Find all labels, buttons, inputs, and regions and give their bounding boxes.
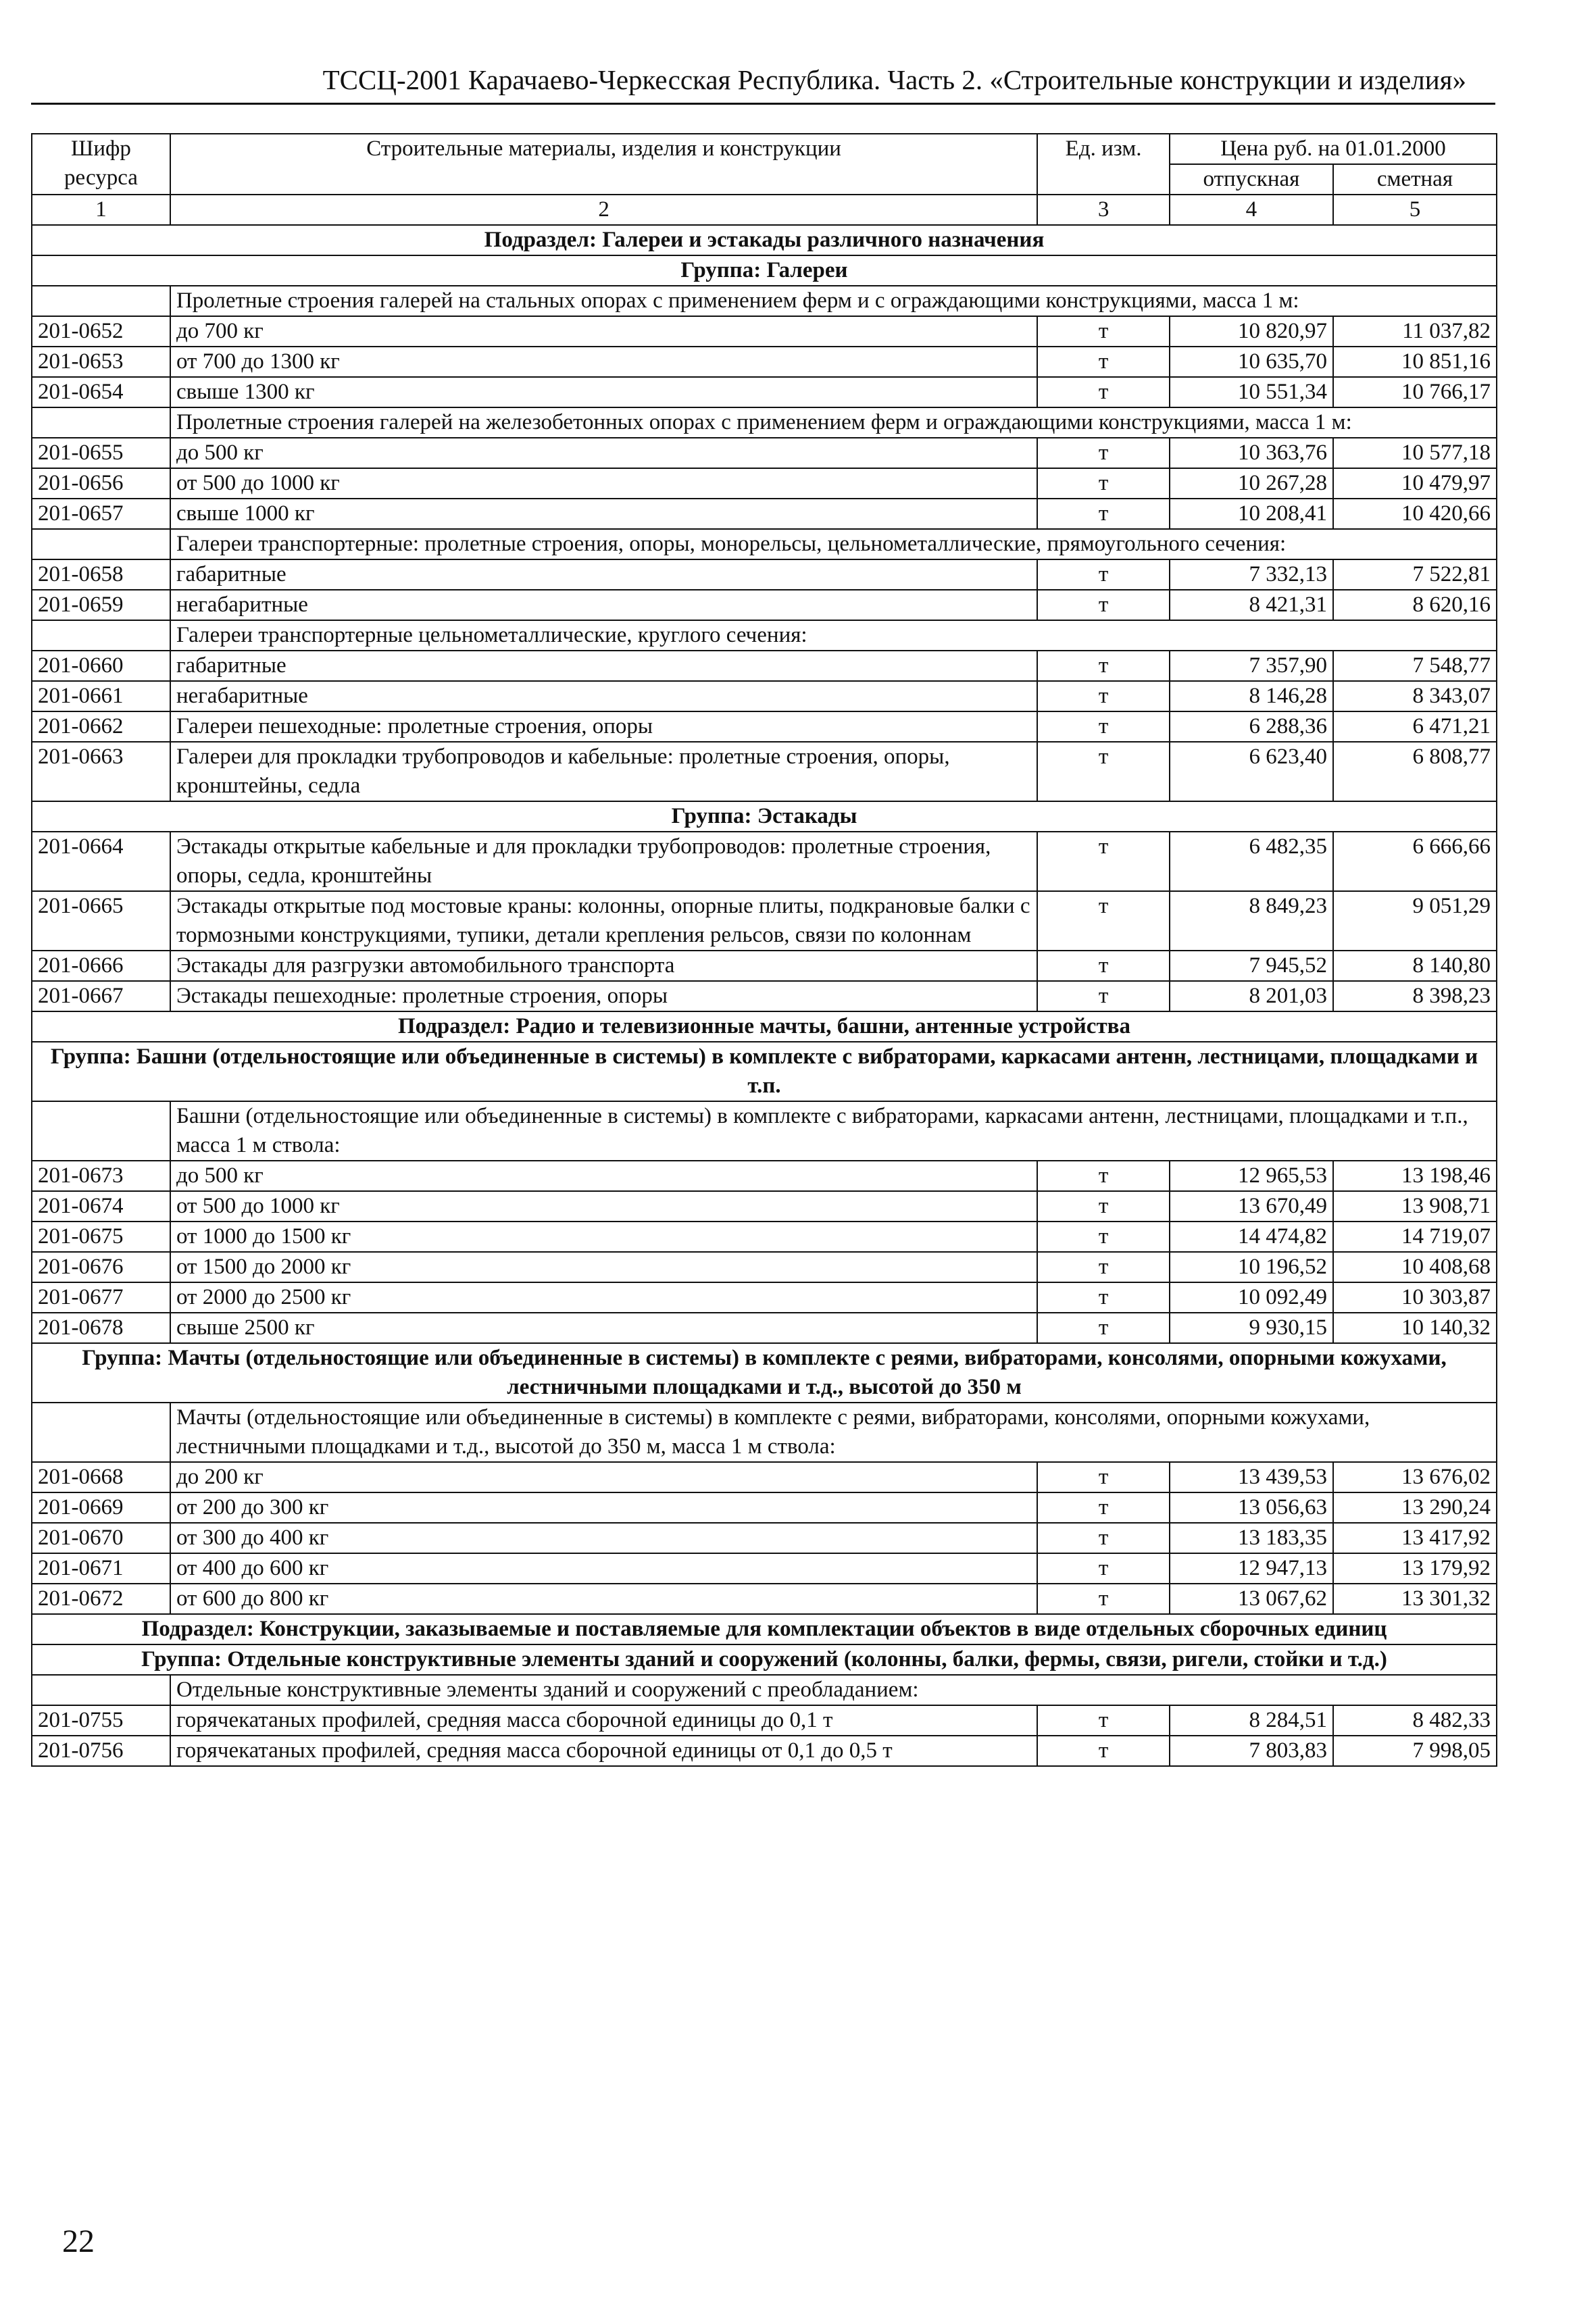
estimate-price: 13 908,71 bbox=[1333, 1191, 1497, 1222]
col-number: 2 bbox=[170, 195, 1037, 225]
estimate-price: 13 198,46 bbox=[1333, 1161, 1497, 1191]
table-row bbox=[32, 316, 1497, 347]
item-name: Эстакады открытые под мостовые краны: колонны, опорные плиты, подкрановые балки с тормозными конструкциями, тупики, детали крепления рельсов, связи по колоннам bbox=[170, 891, 1037, 951]
page-number: 22 bbox=[62, 2223, 95, 2259]
table-row bbox=[32, 1252, 1497, 1282]
group-title: Группа: Башни (отдельностоящие или объединенные в системы) в комплекте с вибраторами, каркасами антенн, лестницами, площадками и т.п. bbox=[32, 1042, 1497, 1101]
release-price: 8 284,51 bbox=[1170, 1705, 1333, 1736]
table-row bbox=[32, 438, 1497, 468]
item-name: от 500 до 1000 кг bbox=[170, 1191, 1037, 1222]
estimate-price: 13 676,02 bbox=[1333, 1462, 1497, 1492]
item-name: Эстакады пешеходные: пролетные строения, опоры bbox=[170, 981, 1037, 1011]
release-price: 10 635,70 bbox=[1170, 347, 1333, 377]
release-price: 9 930,15 bbox=[1170, 1313, 1333, 1343]
resource-code: 201-0666 bbox=[32, 951, 170, 981]
resource-code: 201-0756 bbox=[32, 1736, 170, 1766]
estimate-price: 7 998,05 bbox=[1333, 1736, 1497, 1766]
subsection-title: Подраздел: Галереи и эстакады различного назначения bbox=[32, 225, 1497, 255]
col-number: 1 bbox=[32, 195, 170, 225]
item-name: негабаритные bbox=[170, 681, 1037, 711]
empty-code-cell bbox=[32, 529, 170, 559]
item-name: свыше 1000 кг bbox=[170, 499, 1037, 529]
group-title: Группа: Мачты (отдельностоящие или объединенные в системы) в комплекте с реями, вибраторами, консолями, опорными кожухами, лестничными площадками и т.д., высотой до 350 м bbox=[32, 1343, 1497, 1403]
table-row bbox=[32, 1736, 1497, 1766]
table-row bbox=[32, 891, 1497, 951]
release-price: 8 421,31 bbox=[1170, 590, 1333, 620]
unit-cell: т bbox=[1037, 499, 1170, 529]
estimate-price: 11 037,82 bbox=[1333, 316, 1497, 347]
col-header-name: Строительные материалы, изделия и конструкции bbox=[170, 134, 1037, 195]
item-name: от 1000 до 1500 кг bbox=[170, 1222, 1037, 1252]
description-text: Галереи транспортерные цельнометаллические, круглого сечения: bbox=[170, 620, 1497, 651]
resource-code: 201-0671 bbox=[32, 1553, 170, 1584]
estimate-price: 6 471,21 bbox=[1333, 711, 1497, 742]
resource-code: 201-0677 bbox=[32, 1282, 170, 1313]
release-price: 10 820,97 bbox=[1170, 316, 1333, 347]
estimate-price: 7 522,81 bbox=[1333, 559, 1497, 590]
item-name: габаритные bbox=[170, 559, 1037, 590]
unit-cell: т bbox=[1037, 1282, 1170, 1313]
estimate-price: 7 548,77 bbox=[1333, 651, 1497, 681]
table-header-row bbox=[32, 134, 1497, 164]
item-name: от 200 до 300 кг bbox=[170, 1492, 1037, 1523]
release-price: 13 183,35 bbox=[1170, 1523, 1333, 1553]
table-row bbox=[32, 590, 1497, 620]
resource-code: 201-0668 bbox=[32, 1462, 170, 1492]
release-price: 12 947,13 bbox=[1170, 1553, 1333, 1584]
estimate-price: 13 290,24 bbox=[1333, 1492, 1497, 1523]
unit-cell: т bbox=[1037, 1222, 1170, 1252]
estimate-price: 9 051,29 bbox=[1333, 891, 1497, 951]
release-price: 13 670,49 bbox=[1170, 1191, 1333, 1222]
unit-cell: т bbox=[1037, 951, 1170, 981]
subsection-title: Подраздел: Радио и телевизионные мачты, башни, антенные устройства bbox=[32, 1011, 1497, 1042]
unit-cell: т bbox=[1037, 1736, 1170, 1766]
item-name: до 700 кг bbox=[170, 316, 1037, 347]
release-price: 12 965,53 bbox=[1170, 1161, 1333, 1191]
release-price: 6 288,36 bbox=[1170, 711, 1333, 742]
unit-cell: т bbox=[1037, 742, 1170, 801]
group-title: Группа: Галереи bbox=[32, 255, 1497, 286]
unit-cell: т bbox=[1037, 1705, 1170, 1736]
table-row bbox=[32, 1191, 1497, 1222]
col-header-unit: Ед. изм. bbox=[1037, 134, 1170, 195]
table-row bbox=[32, 951, 1497, 981]
resource-code: 201-0675 bbox=[32, 1222, 170, 1252]
table-row bbox=[32, 981, 1497, 1011]
estimate-price: 10 766,17 bbox=[1333, 377, 1497, 407]
table-row bbox=[32, 1161, 1497, 1191]
release-price: 6 482,35 bbox=[1170, 832, 1333, 891]
resource-code: 201-0670 bbox=[32, 1523, 170, 1553]
item-name: от 2000 до 2500 кг bbox=[170, 1282, 1037, 1313]
resource-code: 201-0658 bbox=[32, 559, 170, 590]
price-table bbox=[31, 133, 1497, 1767]
table-row bbox=[32, 1462, 1497, 1492]
resource-code: 201-0755 bbox=[32, 1705, 170, 1736]
empty-code-cell bbox=[32, 1675, 170, 1705]
col-number: 5 bbox=[1333, 195, 1497, 225]
table-row bbox=[32, 1222, 1497, 1252]
group-row bbox=[32, 1343, 1497, 1403]
unit-cell: т bbox=[1037, 681, 1170, 711]
unit-cell: т bbox=[1037, 347, 1170, 377]
group-title: Группа: Отдельные конструктивные элементы зданий и сооружений (колонны, балки, фермы, связи, ригели, стойки и т.д.) bbox=[32, 1644, 1497, 1675]
description-text: Мачты (отдельностоящие или объединенные в системы) в комплекте с реями, вибраторами, консолями, опорными кожухами, лестничными площадками и т.д., высотой до 350 м, масса 1 м ствола: bbox=[170, 1403, 1497, 1462]
estimate-price: 13 179,92 bbox=[1333, 1553, 1497, 1584]
estimate-price: 6 666,66 bbox=[1333, 832, 1497, 891]
empty-code-cell bbox=[32, 1403, 170, 1462]
description-row bbox=[32, 407, 1497, 438]
group-row bbox=[32, 1042, 1497, 1101]
description-row bbox=[32, 620, 1497, 651]
resource-code: 201-0678 bbox=[32, 1313, 170, 1343]
release-price: 7 803,83 bbox=[1170, 1736, 1333, 1766]
estimate-price: 8 398,23 bbox=[1333, 981, 1497, 1011]
price-table-body bbox=[32, 134, 1497, 1766]
item-name: от 400 до 600 кг bbox=[170, 1553, 1037, 1584]
estimate-price: 13 417,92 bbox=[1333, 1523, 1497, 1553]
release-price: 8 849,23 bbox=[1170, 891, 1333, 951]
description-row bbox=[32, 1675, 1497, 1705]
unit-cell: т bbox=[1037, 1161, 1170, 1191]
item-name: свыше 1300 кг bbox=[170, 377, 1037, 407]
unit-cell: т bbox=[1037, 1191, 1170, 1222]
item-name: от 1500 до 2000 кг bbox=[170, 1252, 1037, 1282]
resource-code: 201-0673 bbox=[32, 1161, 170, 1191]
description-row bbox=[32, 1101, 1497, 1161]
unit-cell: т bbox=[1037, 1584, 1170, 1614]
unit-cell: т bbox=[1037, 1492, 1170, 1523]
table-row bbox=[32, 1584, 1497, 1614]
estimate-price: 10 408,68 bbox=[1333, 1252, 1497, 1282]
unit-cell: т bbox=[1037, 832, 1170, 891]
item-name: Галереи пешеходные: пролетные строения, опоры bbox=[170, 711, 1037, 742]
table-row bbox=[32, 468, 1497, 499]
table-row bbox=[32, 742, 1497, 801]
item-name: габаритные bbox=[170, 651, 1037, 681]
release-price: 10 196,52 bbox=[1170, 1252, 1333, 1282]
subsection-title: Подраздел: Конструкции, заказываемые и поставляемые для комплектации объектов в виде отдельных сборочных единиц bbox=[32, 1614, 1497, 1644]
estimate-price: 10 851,16 bbox=[1333, 347, 1497, 377]
release-price: 10 363,76 bbox=[1170, 438, 1333, 468]
release-price: 13 056,63 bbox=[1170, 1492, 1333, 1523]
item-name: от 700 до 1300 кг bbox=[170, 347, 1037, 377]
unit-cell: т bbox=[1037, 559, 1170, 590]
description-row bbox=[32, 286, 1497, 316]
resource-code: 201-0657 bbox=[32, 499, 170, 529]
table-row bbox=[32, 559, 1497, 590]
resource-code: 201-0660 bbox=[32, 651, 170, 681]
item-name: горячекатаных профилей, средняя масса сборочной единицы от 0,1 до 0,5 т bbox=[170, 1736, 1037, 1766]
release-price: 7 945,52 bbox=[1170, 951, 1333, 981]
group-row bbox=[32, 255, 1497, 286]
resource-code: 201-0676 bbox=[32, 1252, 170, 1282]
table-row bbox=[32, 681, 1497, 711]
page-header: ТССЦ-2001 Карачаево-Черкесская Республика. Часть 2. «Строительные конструкции и изделия» bbox=[322, 64, 1466, 95]
estimate-price: 10 140,32 bbox=[1333, 1313, 1497, 1343]
item-name: от 300 до 400 кг bbox=[170, 1523, 1037, 1553]
table-row bbox=[32, 1705, 1497, 1736]
item-name: свыше 2500 кг bbox=[170, 1313, 1037, 1343]
resource-code: 201-0654 bbox=[32, 377, 170, 407]
unit-cell: т bbox=[1037, 891, 1170, 951]
release-price: 7 332,13 bbox=[1170, 559, 1333, 590]
group-title: Группа: Эстакады bbox=[32, 801, 1497, 832]
description-text: Пролетные строения галерей на железобетонных опорах с применением ферм и ограждающими конструкциями, масса 1 м: bbox=[170, 407, 1497, 438]
unit-cell: т bbox=[1037, 651, 1170, 681]
col-header-release: отпускная bbox=[1170, 164, 1333, 195]
item-name: до 500 кг bbox=[170, 438, 1037, 468]
estimate-price: 13 301,32 bbox=[1333, 1584, 1497, 1614]
subsection-row bbox=[32, 1614, 1497, 1644]
unit-cell: т bbox=[1037, 316, 1170, 347]
header-rule bbox=[31, 103, 1495, 105]
item-name: от 500 до 1000 кг bbox=[170, 468, 1037, 499]
resource-code: 201-0665 bbox=[32, 891, 170, 951]
description-text: Пролетные строения галерей на стальных опорах с применением ферм и с ограждающими конструкциями, масса 1 м: bbox=[170, 286, 1497, 316]
empty-code-cell bbox=[32, 620, 170, 651]
table-row bbox=[32, 1282, 1497, 1313]
release-price: 14 474,82 bbox=[1170, 1222, 1333, 1252]
estimate-price: 8 140,80 bbox=[1333, 951, 1497, 981]
unit-cell: т bbox=[1037, 377, 1170, 407]
col-header-estimate: сметная bbox=[1333, 164, 1497, 195]
resource-code: 201-0655 bbox=[32, 438, 170, 468]
table-row bbox=[32, 377, 1497, 407]
estimate-price: 10 577,18 bbox=[1333, 438, 1497, 468]
col-number: 4 bbox=[1170, 195, 1333, 225]
item-name: горячекатаных профилей, средняя масса сборочной единицы до 0,1 т bbox=[170, 1705, 1037, 1736]
unit-cell: т bbox=[1037, 1553, 1170, 1584]
description-text: Отдельные конструктивные элементы зданий и сооружений с преобладанием: bbox=[170, 1675, 1497, 1705]
table-row bbox=[32, 499, 1497, 529]
description-text: Башни (отдельностоящие или объединенные в системы) в комплекте с вибраторами, каркасами антенн, лестницами, площадками и т.п., масса 1 м ствола: bbox=[170, 1101, 1497, 1161]
description-row bbox=[32, 529, 1497, 559]
release-price: 10 551,34 bbox=[1170, 377, 1333, 407]
resource-code: 201-0664 bbox=[32, 832, 170, 891]
group-row bbox=[32, 801, 1497, 832]
unit-cell: т bbox=[1037, 1252, 1170, 1282]
unit-cell: т bbox=[1037, 438, 1170, 468]
resource-code: 201-0652 bbox=[32, 316, 170, 347]
table-row bbox=[32, 1523, 1497, 1553]
table-row bbox=[32, 1492, 1497, 1523]
item-name: Галереи для прокладки трубопроводов и кабельные: пролетные строения, опоры, кронштейны, седла bbox=[170, 742, 1037, 801]
release-price: 13 067,62 bbox=[1170, 1584, 1333, 1614]
col-number: 3 bbox=[1037, 195, 1170, 225]
item-name: до 200 кг bbox=[170, 1462, 1037, 1492]
resource-code: 201-0662 bbox=[32, 711, 170, 742]
unit-cell: т bbox=[1037, 1313, 1170, 1343]
subsection-row bbox=[32, 225, 1497, 255]
item-name: от 600 до 800 кг bbox=[170, 1584, 1037, 1614]
estimate-price: 14 719,07 bbox=[1333, 1222, 1497, 1252]
estimate-price: 8 343,07 bbox=[1333, 681, 1497, 711]
empty-code-cell bbox=[32, 1101, 170, 1161]
release-price: 10 092,49 bbox=[1170, 1282, 1333, 1313]
estimate-price: 10 303,87 bbox=[1333, 1282, 1497, 1313]
estimate-price: 10 479,97 bbox=[1333, 468, 1497, 499]
description-text: Галереи транспортерные: пролетные строения, опоры, монорельсы, цельнометаллические, прямоугольного сечения: bbox=[170, 529, 1497, 559]
item-name: негабаритные bbox=[170, 590, 1037, 620]
release-price: 6 623,40 bbox=[1170, 742, 1333, 801]
estimate-price: 8 482,33 bbox=[1333, 1705, 1497, 1736]
unit-cell: т bbox=[1037, 590, 1170, 620]
resource-code: 201-0661 bbox=[32, 681, 170, 711]
unit-cell: т bbox=[1037, 981, 1170, 1011]
resource-code: 201-0653 bbox=[32, 347, 170, 377]
release-price: 10 267,28 bbox=[1170, 468, 1333, 499]
col-header-code: Шифр ресурса bbox=[32, 134, 170, 195]
unit-cell: т bbox=[1037, 1523, 1170, 1553]
col-header-price: Цена руб. на 01.01.2000 bbox=[1170, 134, 1497, 164]
empty-code-cell bbox=[32, 286, 170, 316]
column-number-row bbox=[32, 195, 1497, 225]
estimate-price: 6 808,77 bbox=[1333, 742, 1497, 801]
table-row bbox=[32, 1313, 1497, 1343]
resource-code: 201-0667 bbox=[32, 981, 170, 1011]
unit-cell: т bbox=[1037, 1462, 1170, 1492]
table-row bbox=[32, 651, 1497, 681]
resource-code: 201-0672 bbox=[32, 1584, 170, 1614]
estimate-price: 8 620,16 bbox=[1333, 590, 1497, 620]
release-price: 10 208,41 bbox=[1170, 499, 1333, 529]
item-name: до 500 кг bbox=[170, 1161, 1037, 1191]
item-name: Эстакады для разгрузки автомобильного транспорта bbox=[170, 951, 1037, 981]
table-row bbox=[32, 347, 1497, 377]
unit-cell: т bbox=[1037, 468, 1170, 499]
resource-code: 201-0663 bbox=[32, 742, 170, 801]
resource-code: 201-0656 bbox=[32, 468, 170, 499]
table-row bbox=[32, 1553, 1497, 1584]
group-row bbox=[32, 1644, 1497, 1675]
release-price: 13 439,53 bbox=[1170, 1462, 1333, 1492]
resource-code: 201-0659 bbox=[32, 590, 170, 620]
estimate-price: 10 420,66 bbox=[1333, 499, 1497, 529]
table-row bbox=[32, 711, 1497, 742]
release-price: 7 357,90 bbox=[1170, 651, 1333, 681]
resource-code: 201-0674 bbox=[32, 1191, 170, 1222]
unit-cell: т bbox=[1037, 711, 1170, 742]
table-row bbox=[32, 832, 1497, 891]
release-price: 8 146,28 bbox=[1170, 681, 1333, 711]
item-name: Эстакады открытые кабельные и для прокладки трубопроводов: пролетные строения, опоры, седла, кронштейны bbox=[170, 832, 1037, 891]
empty-code-cell bbox=[32, 407, 170, 438]
release-price: 8 201,03 bbox=[1170, 981, 1333, 1011]
description-row bbox=[32, 1403, 1497, 1462]
resource-code: 201-0669 bbox=[32, 1492, 170, 1523]
subsection-row bbox=[32, 1011, 1497, 1042]
